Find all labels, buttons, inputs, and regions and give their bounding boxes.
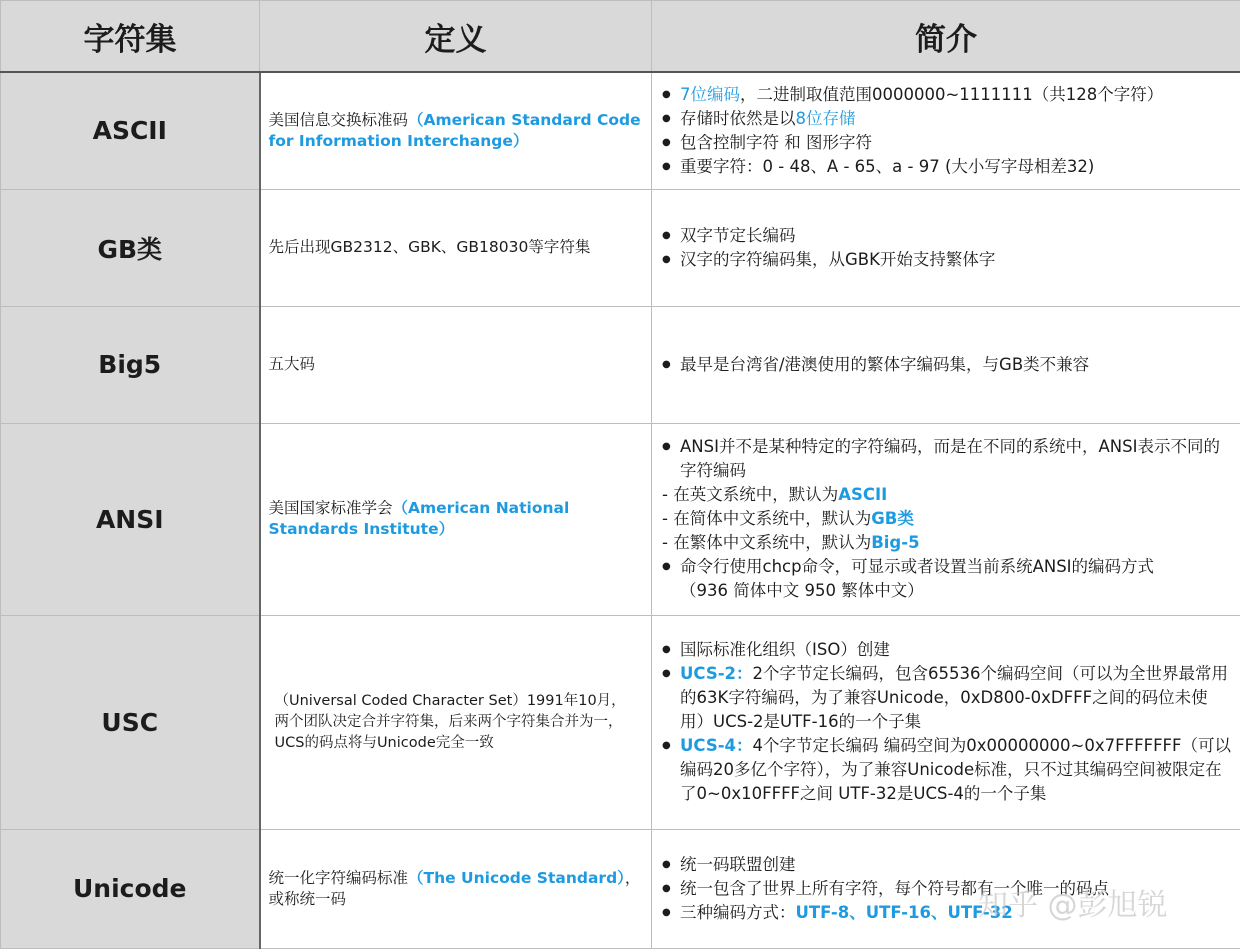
- list-item: ● 命令行使用chcp命令，可显示或者设置当前系统ANSI的编码方式: [662, 555, 1232, 579]
- list-item: ● ANSI并不是某种特定的字符编码，而是在不同的系统中，ANSI表示不同的字符编码: [662, 435, 1232, 483]
- charset-name: GB类: [1, 189, 260, 306]
- charset-name: USC: [1, 615, 260, 829]
- list-item: （936 简体中文 950 繁体中文）: [680, 581, 924, 600]
- list-item: ● 最早是台湾省/港澳使用的繁体字编码集，与GB类不兼容: [662, 353, 1232, 377]
- charset-intro: [652, 72, 1240, 189]
- charset-definition: （Universal Coded Character Set）1991年10月，两个团队决定合并字符集，后来两个字符集合并为一，UCS的码点将与Unicode完全一致: [260, 615, 652, 829]
- header-charset: 字符集: [1, 1, 260, 73]
- list-item: ● 统一码联盟创建: [662, 853, 1232, 877]
- list-item: ● 双字节定长编码: [662, 224, 1232, 248]
- list-item: ● 重要字符：0 - 48、A - 65、a - 97 (大小写字母相差32): [662, 155, 1232, 179]
- charset-definition: 美国信息交换标准码（American Standard Code for Information Interchange）: [260, 72, 652, 189]
- list-item: ● 国际标准化组织（ISO）创建: [662, 638, 1232, 662]
- row-usc: [1, 615, 1240, 829]
- row-gb: [1, 189, 1240, 306]
- charset-intro: [652, 189, 1240, 306]
- watermark: 知乎 @彭旭锐: [978, 888, 1168, 923]
- list-item: ● 三种编码方式：UTF-8、UTF-16、UTF-32: [662, 901, 1232, 925]
- charset-name: Big5: [1, 306, 260, 423]
- charset-definition: 五大码: [260, 306, 652, 423]
- header-definition: 定义: [260, 1, 652, 73]
- charset-intro: [652, 423, 1240, 615]
- charset-name: ANSI: [1, 423, 260, 615]
- list-item: - 在英文系统中，默认为ASCII: [662, 485, 888, 504]
- header-row: [1, 1, 1240, 73]
- list-item: ● 统一包含了世界上所有字符，每个符号都有一个唯一的码点: [662, 877, 1232, 901]
- charset-definition: 先后出现GB2312、GBK、GB18030等字符集: [260, 189, 652, 306]
- list-item: ● 存储时依然是以8位存储: [662, 107, 1232, 131]
- charset-name: Unicode: [1, 829, 260, 948]
- list-item: ● UCS-2：2个字节定长编码，包含65536个编码空间（可以为全世界最常用的63K字符编码，为了兼容Unicode，0xD800-0xDFFF之间的码位未使用）UCS-2是UTF-16的一个子集: [662, 662, 1232, 734]
- list-item: ● 汉字的字符编码集，从GBK开始支持繁体字: [662, 248, 1232, 272]
- list-item: - 在简体中文系统中，默认为GB类: [662, 509, 914, 528]
- row-ascii: [1, 72, 1240, 189]
- charset-intro: [652, 615, 1240, 829]
- list-item: ● 包含控制字符 和 图形字符: [662, 131, 1232, 155]
- list-item: - 在繁体中文系统中，默认为Big-5: [662, 533, 920, 552]
- list-item: ● UCS-4：4个字节定长编码 编码空间为0x00000000~0x7FFFFFFF（可以编码20多亿个字符），为了兼容Unicode标准，只不过其编码空间被限定在了0~0x10FFFF之间 UTF-32是UCS-4的一个子集: [662, 734, 1232, 806]
- charset-intro: [652, 306, 1240, 423]
- charset-name: ASCII: [1, 72, 260, 189]
- row-big5: [1, 306, 1240, 423]
- row-ansi: [1, 423, 1240, 615]
- list-item: ● 7位编码，二进制取值范围0000000~1111111（共128个字符）: [662, 83, 1232, 107]
- charset-definition: 美国国家标准学会（American National Standards Institute）: [260, 423, 652, 615]
- header-intro: 简介: [652, 1, 1240, 73]
- charset-definition: 统一化字符编码标准（The Unicode Standard），或称统一码: [260, 829, 652, 948]
